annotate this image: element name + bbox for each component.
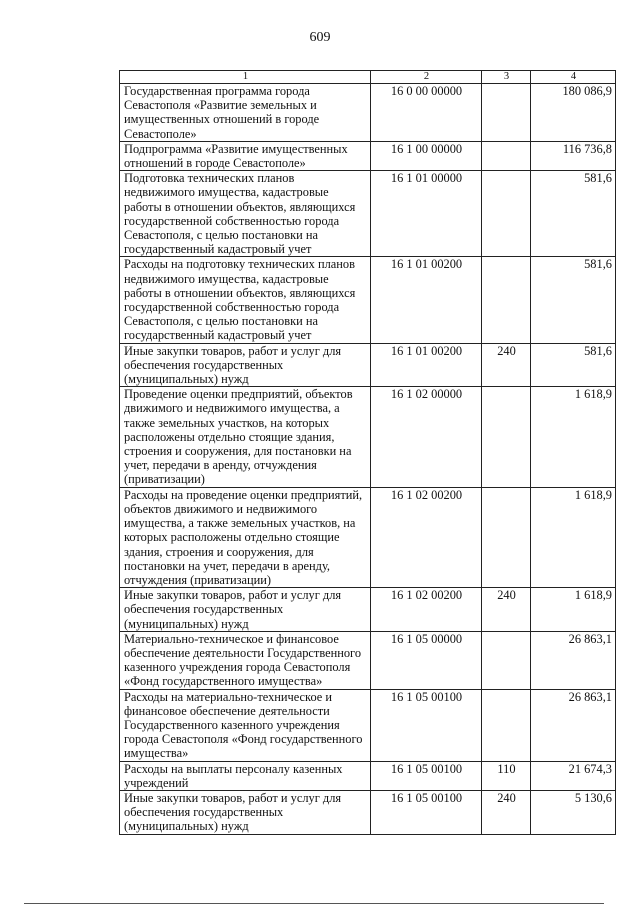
row-code: 16 1 01 00200 bbox=[371, 343, 482, 387]
row-vr bbox=[482, 171, 531, 257]
row-vr bbox=[482, 689, 531, 761]
row-sum: 26 863,1 bbox=[531, 689, 616, 761]
row-name: Расходы на подготовку технических планов недвижимого имущества, кадастровые работы в отношении объектов, являющихся государственной собственностью города Севастополя, с целью постановки на государственный кадастровый учет bbox=[120, 257, 371, 343]
table-header-row bbox=[120, 71, 616, 84]
row-vr bbox=[482, 84, 531, 142]
row-vr bbox=[482, 257, 531, 343]
row-sum: 1 618,9 bbox=[531, 588, 616, 632]
row-sum: 180 086,9 bbox=[531, 84, 616, 142]
row-code: 16 0 00 00000 bbox=[371, 84, 482, 142]
table-row bbox=[120, 790, 616, 834]
row-code: 16 1 01 00200 bbox=[371, 257, 482, 343]
table-row bbox=[120, 689, 616, 761]
table-row bbox=[120, 588, 616, 632]
table-row bbox=[120, 171, 616, 257]
column-header-vr: 3 bbox=[482, 71, 531, 84]
row-vr bbox=[482, 387, 531, 487]
row-name: Расходы на выплаты персоналу казенных учреждений bbox=[120, 761, 371, 790]
row-code: 16 1 02 00200 bbox=[371, 487, 482, 587]
table-row bbox=[120, 761, 616, 790]
row-sum: 21 674,3 bbox=[531, 761, 616, 790]
row-code: 16 1 01 00000 bbox=[371, 171, 482, 257]
row-sum: 1 618,9 bbox=[531, 387, 616, 487]
row-name: Подпрограмма «Развитие имущественных отношений в городе Севастополе» bbox=[120, 141, 371, 170]
page-bottom-edge bbox=[24, 903, 604, 904]
row-vr: 240 bbox=[482, 343, 531, 387]
table-row bbox=[120, 387, 616, 487]
row-code: 16 1 00 00000 bbox=[371, 141, 482, 170]
row-code: 16 1 05 00000 bbox=[371, 631, 482, 689]
table-row bbox=[120, 343, 616, 387]
page-number: 609 bbox=[309, 30, 331, 45]
row-sum: 581,6 bbox=[531, 257, 616, 343]
row-name: Расходы на проведение оценки предприятий, объектов движимого и недвижимого имущества, а также земельных участков, на которых расположены отдельно стоящие здания, строения и сооружения, для постановки на учет, передачи в аренду, отчуждения (приватизации) bbox=[120, 487, 371, 587]
row-name: Расходы на материально-техническое и финансовое обеспечение деятельности Государственного казенного учреждения города Севастополя «Фонд государственного имущества» bbox=[120, 689, 371, 761]
row-name: Проведение оценки предприятий, объектов движимого и недвижимого имущества, а также земельных участков, на которых расположены отдельно стоящие здания, строения и сооружения, для постановки на учет, передачи в аренду, отчуждения (приватизации) bbox=[120, 387, 371, 487]
row-sum: 5 130,6 bbox=[531, 790, 616, 834]
budget-table bbox=[119, 70, 616, 835]
row-sum: 116 736,8 bbox=[531, 141, 616, 170]
row-code: 16 1 05 00100 bbox=[371, 689, 482, 761]
column-header-code: 2 bbox=[371, 71, 482, 84]
row-vr: 110 bbox=[482, 761, 531, 790]
table-row bbox=[120, 84, 616, 142]
table-row bbox=[120, 487, 616, 587]
row-name: Государственная программа города Севастополя «Развитие земельных и имущественных отношений в городе Севастополе» bbox=[120, 84, 371, 142]
row-vr bbox=[482, 141, 531, 170]
table-row bbox=[120, 631, 616, 689]
column-header-name: 1 bbox=[120, 71, 371, 84]
row-name: Материально-техническое и финансовое обеспечение деятельности Государственного казенного учреждения города Севастополя «Фонд государственного имущества» bbox=[120, 631, 371, 689]
row-sum: 1 618,9 bbox=[531, 487, 616, 587]
column-header-sum: 4 bbox=[531, 71, 616, 84]
row-name: Иные закупки товаров, работ и услуг для обеспечения государственных (муниципальных) нужд bbox=[120, 588, 371, 632]
row-vr: 240 bbox=[482, 588, 531, 632]
row-name: Иные закупки товаров, работ и услуг для обеспечения государственных (муниципальных) нужд bbox=[120, 343, 371, 387]
row-sum: 581,6 bbox=[531, 343, 616, 387]
row-vr bbox=[482, 487, 531, 587]
row-code: 16 1 02 00000 bbox=[371, 387, 482, 487]
table-row bbox=[120, 141, 616, 170]
row-vr: 240 bbox=[482, 790, 531, 834]
row-name: Иные закупки товаров, работ и услуг для обеспечения государственных (муниципальных) нужд bbox=[120, 790, 371, 834]
row-code: 16 1 05 00100 bbox=[371, 790, 482, 834]
row-code: 16 1 05 00100 bbox=[371, 761, 482, 790]
row-vr bbox=[482, 631, 531, 689]
row-code: 16 1 02 00200 bbox=[371, 588, 482, 632]
row-sum: 26 863,1 bbox=[531, 631, 616, 689]
row-name: Подготовка технических планов недвижимого имущества, кадастровые работы в отношении объектов, являющихся государственной собственностью города Севастополя, с целью постановки на государственный кадастровый учет bbox=[120, 171, 371, 257]
row-sum: 581,6 bbox=[531, 171, 616, 257]
table-row bbox=[120, 257, 616, 343]
